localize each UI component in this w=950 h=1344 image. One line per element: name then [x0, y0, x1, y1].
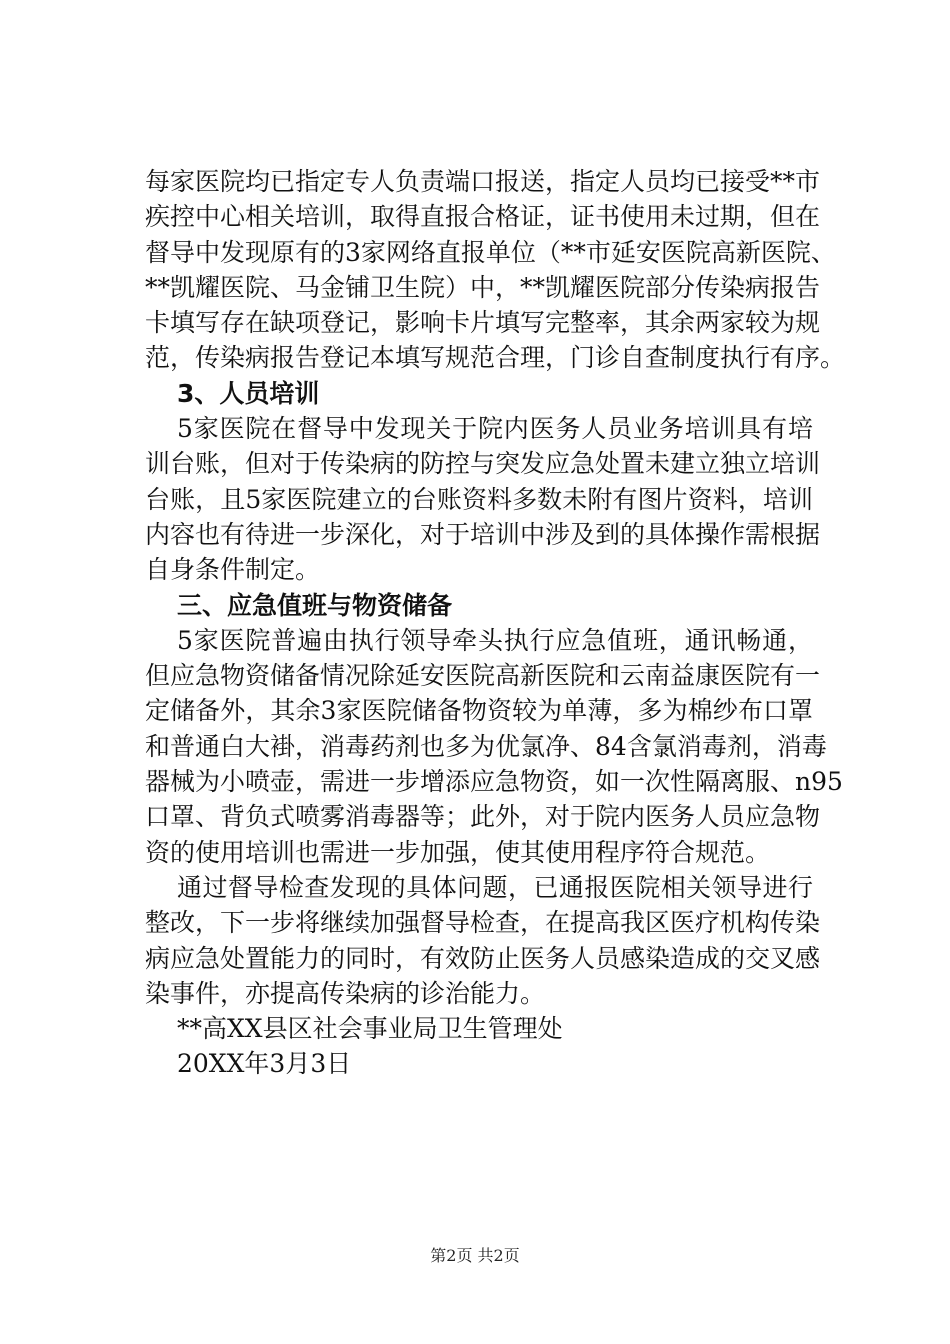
text-line: **凯耀医院、马金铺卫生院）中，**凯耀医院部分传染病报告	[145, 272, 821, 302]
document-date: 20XX年3月3日	[177, 1049, 352, 1079]
document-body	[145, 164, 846, 1082]
paragraph-conclusion	[145, 870, 821, 1011]
text-line: 和普通白大褂，消毒药剂也多为优氯净、84含氯消毒剂，消毒	[145, 731, 827, 761]
text-line: 每家医院均已指定专人负责端口报送，指定人员均已接受**市	[145, 167, 821, 196]
text-line: 训台账，但对于传染病的防控与突发应急处置未建立独立培训	[145, 449, 821, 479]
text-line: 督导中发现原有的3家网络直报单位（**市延安医院高新医院、	[145, 237, 836, 267]
text-line: 器械为小喷壶，需进一步增添应急物资，如一次性隔离服、n95	[145, 767, 843, 797]
text-line: 病应急处置能力的同时，有效防止医务人员感染造成的交叉感	[145, 943, 821, 973]
text-line: 卡填写存在缺项登记，影响卡片填写完整率，其余两家较为规	[145, 308, 821, 338]
section-heading-training: 3、人员培训	[177, 378, 320, 408]
text-line: 5家医院普遍由执行领导牵头执行应急值班，通讯畅通，	[177, 625, 813, 655]
text-line: 资的使用培训也需进一步加强，使其使用程序符合规范。	[145, 837, 771, 867]
text-line: 5家医院在督导中发现关于院内医务人员业务培训具有培	[177, 414, 813, 444]
text-line: 整改，下一步将继续加强督导检查，在提高我区医疗机构传染	[145, 908, 821, 938]
text-line: 染事件，亦提高传染病的诊治能力。	[145, 978, 546, 1008]
paragraph-training	[145, 411, 821, 587]
text-line: 疾控中心相关培训，取得直报合格证，证书使用未过期，但在	[145, 202, 821, 232]
section-heading-emergency: 三、应急值班与物资储备	[177, 590, 453, 620]
text-line: 通过督导检查发现的具体问题，已通报医院相关领导进行	[177, 872, 813, 902]
text-line: 自身条件制定。	[145, 555, 321, 585]
paragraph-emergency	[145, 623, 843, 870]
paragraph-reporting	[145, 164, 846, 376]
text-line: 口罩、背负式喷雾消毒器等；此外，对于院内医务人员应急物	[145, 802, 821, 832]
text-line: 但应急物资储备情况除延安医院高新医院和云南益康医院有一	[145, 661, 821, 691]
text-line: 内容也有待进一步深化，对于培训中涉及到的具体操作需根据	[145, 519, 821, 549]
text-line: 定储备外，其余3家医院储备物资较为单薄，多为棉纱布口罩	[145, 696, 813, 726]
signature: **高XX县区社会事业局卫生管理处	[177, 1014, 563, 1044]
text-line: 台账，且5家医院建立的台账资料多数未附有图片资料，培训	[145, 484, 813, 514]
page-footer: 第2页 共2页	[430, 1246, 520, 1265]
text-line: 范，传染病报告登记本填写规范合理，门诊自查制度执行有序。	[145, 343, 846, 373]
